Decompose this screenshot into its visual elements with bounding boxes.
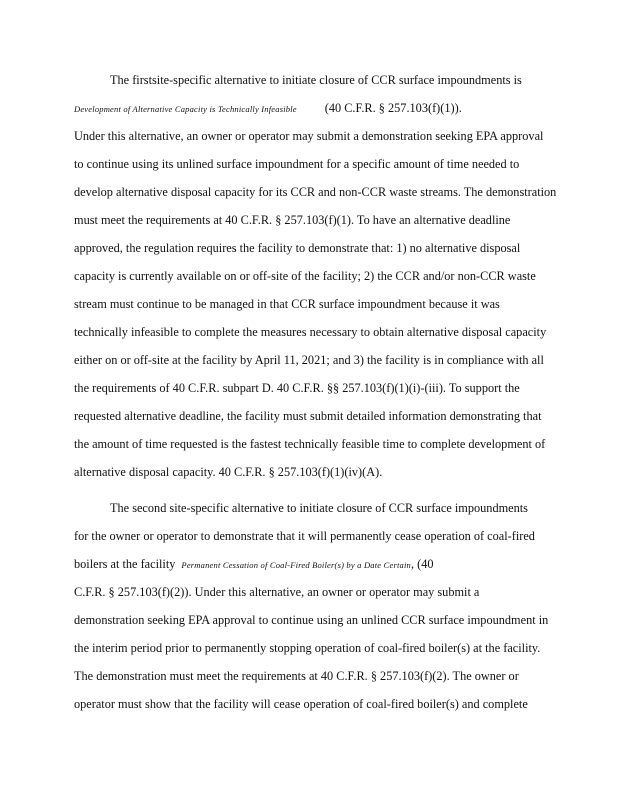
boilers-text: boilers at the facility: [74, 557, 176, 571]
paragraph-1-line-9: stream must continue to be managed in that CCR surface impoundment because it was: [74, 297, 500, 311]
paragraph-1-line-6: must meet the requirements at 40 C.F.R. § 257.103(f)(1). To have an alternative deadline: [74, 213, 511, 227]
paragraph-1-line-2: [74, 100, 604, 117]
heading-italic-permanent-cessation: Permanent Cessation of Coal-Fired Boiler(s) by a Date Certain: [181, 560, 411, 570]
paragraph-2-line-7: The demonstration must meet the requirements at 40 C.F.R. § 257.103(f)(2). The owner or: [74, 669, 519, 683]
paragraph-1-line-15: alternative disposal capacity. 40 C.F.R. § 257.103(f)(1)(iv)(A).: [74, 465, 383, 479]
paragraph-1-line-3: Under this alternative, an owner or operator may submit a demonstration seeking EPA approval: [74, 129, 544, 143]
paragraph-2-line-6: the interim period prior to permanently stopping operation of coal-fired boiler(s) at the facility.: [74, 641, 541, 655]
paragraph-1-line-12: the requirements of 40 C.F.R. subpart D. 40 C.F.R. §§ 257.103(f)(1)(i)-(iii). To support the: [74, 381, 520, 395]
paragraph-1-line-13: requested alternative deadline, the facility must submit detailed information demonstrating that: [74, 409, 542, 423]
paragraph-2-line-8: operator must show that the facility will cease operation of coal-fired boiler(s) and complete: [74, 697, 528, 711]
citation-text: (40 C.F.R. § 257.103(f)(1)).: [324, 101, 462, 115]
paragraph-2-line-5: demonstration seeking EPA approval to continue using an unlined CCR surface impoundment in: [74, 613, 549, 627]
paragraph-2-line-3: [74, 556, 604, 573]
paragraph-1-line-14: the amount of time requested is the fastest technically feasible time to complete development of: [74, 437, 546, 451]
paragraph-1-line-4: to continue using its unlined surface impoundment for a specific amount of time needed to: [74, 157, 520, 171]
paragraph-1-line-8: capacity is currently available on or off-site of the facility; 2) the CCR and/or non-CCR waste: [74, 269, 536, 283]
paragraph-1-line-10: technically infeasible to complete the measures necessary to obtain alternative disposal capacity: [74, 325, 547, 339]
paragraph-1-line-5: develop alternative disposal capacity for its CCR and non-CCR waste streams. The demonstration: [74, 185, 557, 199]
paragraph-2-line-2: for the owner or operator to demonstrate that it will permanently cease operation of coal-fired: [74, 529, 535, 543]
paragraph-2-line-1: The second site-specific alternative to initiate closure of CCR surface impoundments: [110, 501, 528, 515]
heading-italic-development: Development of Alternative Capacity is Technically Infeasible: [74, 104, 297, 114]
paragraph-1-line-11: either on or off-site at the facility by April 11, 2021; and 3) the facility is in compliance with all: [74, 353, 544, 367]
paragraph-1-line-7: approved, the regulation requires the facility to demonstrate that: 1) no alternative disposal: [74, 241, 521, 255]
paragraph-2-line-4: C.F.R. § 257.103(f)(2)). Under this alternative, an owner or operator may submit a: [74, 585, 480, 599]
paragraph-1-line-1: The firstsite-specific alternative to initiate closure of CCR surface impoundments is: [110, 73, 522, 87]
citation-open: , (40: [410, 557, 434, 571]
